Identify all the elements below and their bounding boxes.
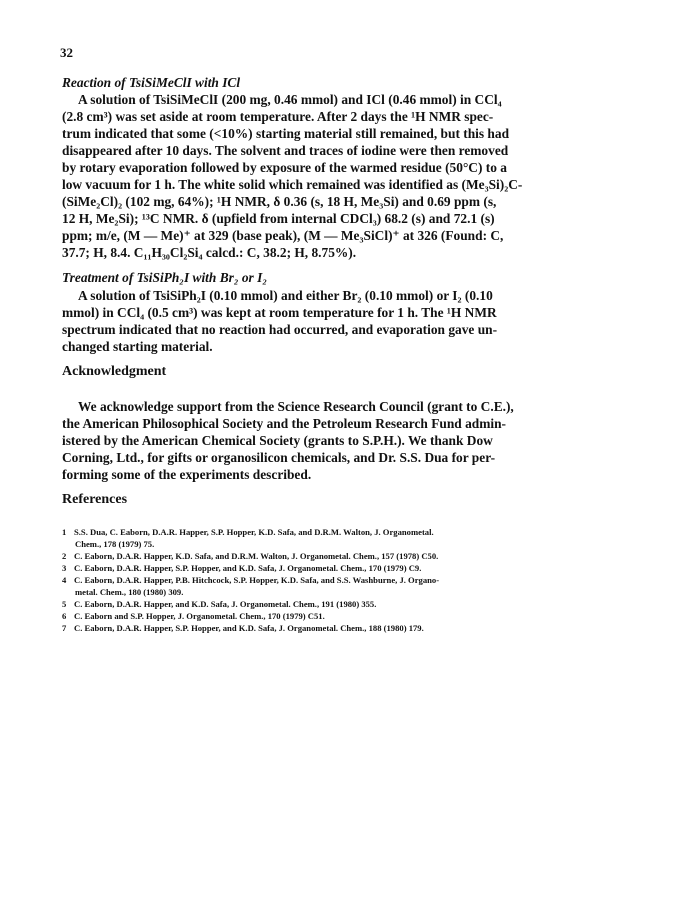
paragraph-line: A solution of TsiSiPh₂I (0.10 mmol) and either Br₂ (0.10 mmol) or I₂ (0.10: [78, 288, 493, 303]
paragraph-line: low vacuum for 1 h. The white solid which remained was identified as (Me₃Si)₂C-: [62, 177, 523, 192]
paragraph-line: ppm; m/e, (M — Me)⁺ at 329 (base peak), (M — Me₃SiCl)⁺ at 326 (Found: C,: [62, 228, 504, 243]
reference-text: C. Eaborn, D.A.R. Happer, S.P. Hopper, and K.D. Safa, J. Organometal. Chem., 170 (1979) C9.: [74, 563, 422, 573]
paragraph-line: (2.8 cm³) was set aside at room temperature. After 2 days the ¹H NMR spec-: [62, 109, 494, 124]
paragraph-line: mmol) in CCl₄ (0.5 cm³) was kept at room temperature for 1 h. The ¹H NMR: [62, 305, 497, 320]
reference-text: C. Eaborn, D.A.R. Happer, and K.D. Safa, J. Organometal. Chem., 191 (1980) 355.: [74, 599, 377, 609]
paragraph-line: 37.7; H, 8.4. C₁₁H₃₀Cl₂Si₄ calcd.: C, 38.2; H, 8.75%).: [62, 245, 357, 260]
reference-number: 6: [62, 611, 67, 621]
reference-number: 7: [62, 623, 67, 633]
reference-item: [62, 610, 325, 622]
section-title-treatment: Treatment of TsiSiPh₂I with Br₂ or I₂: [62, 270, 267, 285]
section-title-reaction: Reaction of TsiSiMeClI with ICl: [62, 75, 241, 90]
paragraph-line: forming some of the experiments described.: [62, 467, 312, 482]
reference-text: C. Eaborn, D.A.R. Happer, P.B. Hitchcock, S.P. Hopper, K.D. Safa, and S.S. Washburne, J. Organo-: [74, 575, 440, 585]
paragraph-line: changed starting material.: [62, 339, 213, 354]
paragraph-line: A solution of TsiSiMeClI (200 mg, 0.46 mmol) and ICl (0.46 mmol) in CCl₄: [78, 92, 502, 107]
reference-item: [62, 526, 434, 538]
reference-continuation: metal. Chem., 180 (1980) 309.: [75, 587, 184, 597]
paragraph-line: the American Philosophical Society and the Petroleum Research Fund admin-: [62, 416, 506, 431]
paragraph-line: disappeared after 10 days. The solvent and traces of iodine were then removed: [62, 143, 509, 158]
reference-number: 1: [62, 527, 67, 537]
reference-text: C. Eaborn, D.A.R. Happer, K.D. Safa, and D.R.M. Walton, J. Organometal. Chem., 157 (1978) C50.: [74, 551, 439, 561]
reference-item: [62, 574, 439, 586]
reference-continuation: Chem., 178 (1979) 75.: [75, 539, 155, 549]
reference-item: [62, 622, 424, 634]
paragraph-line: (SiMe₂Cl)₂ (102 mg, 64%); ¹H NMR, δ 0.36 (s, 18 H, Me₃Si) and 0.69 ppm (s,: [62, 194, 497, 209]
paragraph-line: We acknowledge support from the Science Research Council (grant to C.E.),: [78, 399, 514, 414]
reference-text: S.S. Dua, C. Eaborn, D.A.R. Happer, S.P. Hopper, K.D. Safa, and D.R.M. Walton, J. Organometal.: [74, 527, 434, 537]
paragraph-line: istered by the American Chemical Society (grants to S.P.H.). We thank Dow: [62, 433, 493, 448]
paragraph-line: Corning, Ltd., for gifts or organosilicon chemicals, and Dr. S.S. Dua for per-: [62, 450, 496, 465]
reference-item: [62, 550, 438, 562]
reference-number: 2: [62, 551, 67, 561]
paragraph-line: trum indicated that some (<10%) starting material still remained, but this had: [62, 126, 510, 141]
paragraph-line: 12 H, Me₂Si); ¹³C NMR. δ (upfield from internal CDCl₃) 68.2 (s) and 72.1 (s): [62, 211, 495, 226]
paragraph-line: by rotary evaporation followed by exposure of the warmed residue (50°C) to a: [62, 160, 507, 175]
reference-item: [62, 562, 421, 574]
reference-text: C. Eaborn, D.A.R. Happer, S.P. Hopper, and K.D. Safa, J. Organometal. Chem., 188 (1980) 179.: [74, 623, 424, 633]
references-heading: References: [62, 492, 128, 507]
reference-text: C. Eaborn and S.P. Hopper, J. Organometal. Chem., 170 (1979) C51.: [74, 611, 325, 621]
reference-number: 5: [62, 599, 67, 609]
page-number: 32: [60, 45, 73, 60]
reference-number: 3: [62, 563, 67, 573]
paragraph-line: spectrum indicated that no reaction had occurred, and evaporation gave un-: [62, 322, 498, 337]
acknowledgment-heading: Acknowledgment: [62, 364, 167, 379]
reference-number: 4: [62, 575, 67, 585]
reference-item: [62, 598, 376, 610]
